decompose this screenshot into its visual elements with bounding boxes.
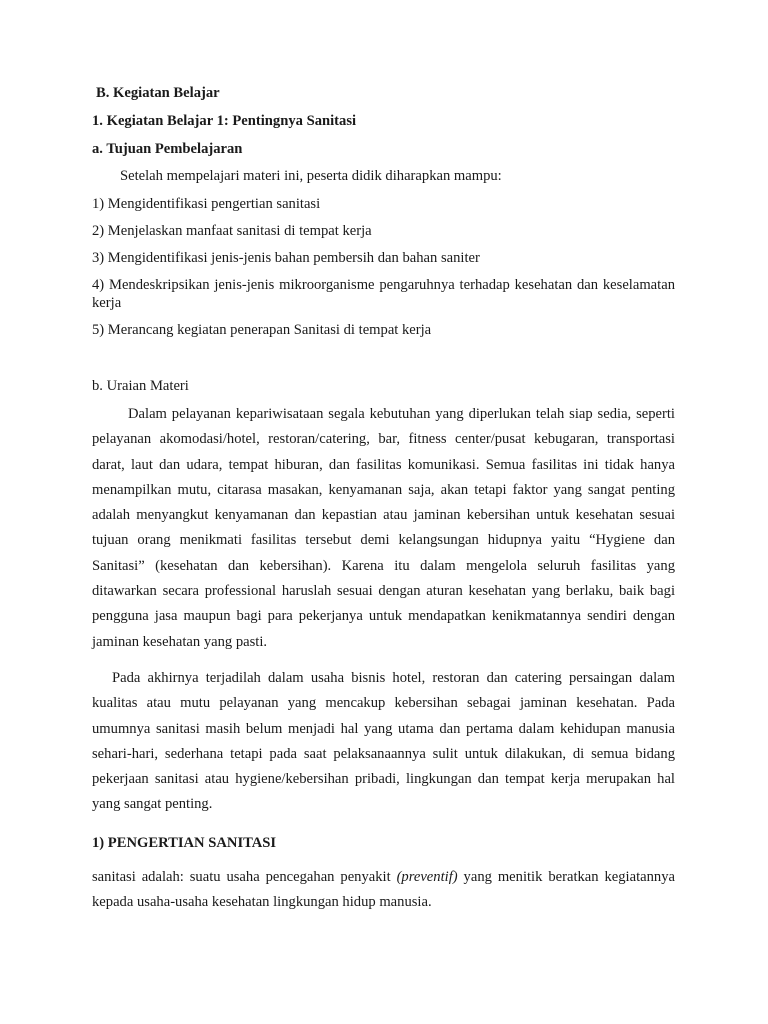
objective-item: 3) Mengidentifikasi jenis-jenis bahan pembersih dan bahan saniter — [92, 250, 480, 266]
objective-item: 2) Menjelaskan manfaat sanitasi di tempat kerja — [92, 223, 372, 239]
definition-paragraph — [92, 865, 675, 915]
document-page — [92, 84, 675, 915]
objective-item: 1) Mengidentifikasi pengertian sanitasi — [92, 196, 321, 212]
body-paragraph-1: Dalam pelayanan kepariwisataan segala kebutuhan yang diperlukan telah siap sedia, seperti pelayanan akomodasi/hotel, restoran/catering, bar, fitness center/pusat kebugaran, transportasi darat, laut dan udara, tempat hiburan, dan fasilitas komunikasi. Semua fasilitas ini tidak hanya menampilkan mutu, citarasa masakan, kenyamanan saja, akan tetapi faktor yang sangat penting adalah menyangkut kenyamanan dan kepastian atau jaminan kebersihan untuk kesehatan sesuai tujuan orang menikmati fasilitas tersebut demi kelangsungan hidupnya yaitu “Hygiene dan Sanitasi” (kesehatan dan kebersihan). Karena itu dalam mengelola seluruh fasilitas yang ditawarkan secara professional haruslah sesuai dengan aturan kesehatan yang berlaku, baik bagi pengguna jasa maupun bagi para pekerjanya untuk mendapatkan kenikmatannya sendiri dengan jaminan kesehatan yang pasti. — [92, 406, 675, 650]
heading-kegiatan-belajar: B. Kegiatan Belajar — [96, 85, 220, 101]
objectives-list — [92, 195, 675, 339]
heading-kegiatan-belajar-1: 1. Kegiatan Belajar 1: Pentingnya Sanitasi — [92, 113, 357, 129]
intro-text: Setelah mempelajari materi ini, peserta didik diharapkan mampu: — [120, 168, 502, 184]
heading-uraian-materi: b. Uraian Materi — [92, 378, 189, 394]
objective-item: 4) Mendeskripsikan jenis-jenis mikroorganisme pengaruhnya terhadap kesehatan dan keselamatan kerja — [92, 277, 675, 311]
section-heading-pengertian-sanitasi: 1) PENGERTIAN SANITASI — [92, 834, 277, 851]
definition-text-end: yang menitik beratkan kegiatannya kepada usaha-usaha kesehatan lingkungan hidup manusia. — [92, 868, 675, 910]
objective-item: 5) Merancang kegiatan penerapan Sanitasi di tempat kerja — [92, 322, 432, 338]
definition-text-start: sanitasi adalah: suatu usaha pencegahan penyakit — [92, 868, 397, 885]
heading-tujuan-pembelajaran: a. Tujuan Pembelajaran — [92, 141, 243, 157]
body-paragraph-2: Pada akhirnya terjadilah dalam usaha bisnis hotel, restoran dan catering persaingan dalam kualitas atau mutu pelayanan yang mencakup kebersihan sebagai jaminan kesehatan. Pada umumnya sanitasi masih belum menjadi hal yang utama dan pertama dalam kehidupan manusia sehari-hari, sederhana tetapi pada saat pelaksanaannya sulit untuk dilakukan, di semua bidang pekerjaan sanitasi atau hygiene/kebersihan pribadi, lingkungan dan tempat kerja merupakan hal yang sangat penting. — [92, 669, 675, 813]
definition-italic-term: (preventif) — [396, 868, 458, 885]
